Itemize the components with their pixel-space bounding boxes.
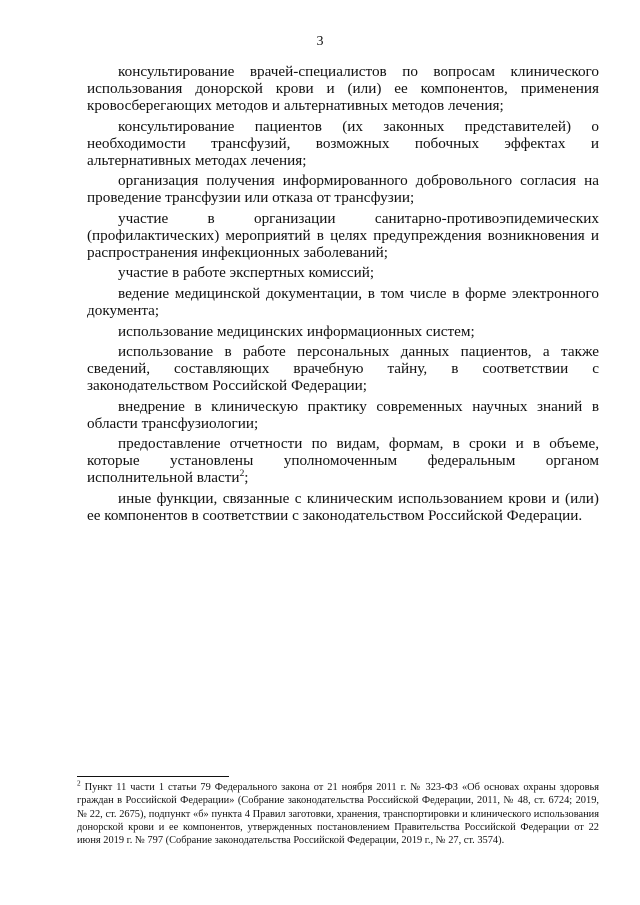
body-text (87, 63, 599, 528)
footnote (77, 781, 599, 847)
footnote-separator (77, 776, 229, 777)
paragraph-expert-commissions: участие в работе экспертных комиссий; (118, 264, 375, 282)
paragraph-information-systems: использование медицинских информационных систем; (118, 322, 475, 340)
paragraph-other-functions: иные функции, связанные с клиническим использованием крови и (или) ее компонентов в соответствии с законодательством Российской Федерации. (87, 489, 599, 524)
footnote-text (77, 779, 599, 847)
paragraph-consulting-patients: консультирование пациентов (их законных представителей) о необходимости трансфузий, возможных побочных эффектах и альтернативных методах лечения; (87, 117, 599, 169)
paragraph-clinical-practice: внедрение в клиническую практику современных научных знаний в области трансфузиологии; (87, 397, 599, 432)
footnote-body: Пункт 11 части 1 статьи 79 Федерального закона от 21 ноября 2011 г. № 323-ФЗ «Об основах охраны здоровья граждан в Российской Федерации» (Собрание законодательства Российской Федерации, 2011, № 48, ст. 6724; 2019, № 22, ст. 2675), подпункт «б» пункта 4 Правил заготовки, хранения, транспортировки и клинического использования донорской крови и ее компонентов, утвержденных постановлением Правительства Российской Федерации от 22 июня 2019 г. № 797 (Собрание законодательства Российской Федерации, 2019 г., № 27, ст. 3574). (77, 782, 599, 847)
paragraph-sanitary-measures: участие в организации санитарно-противоэпидемических (профилактических) мероприятий в целях предупреждения возникновения и распространения инфекционных заболеваний; (87, 209, 599, 261)
paragraph-personal-data: использование в работе персональных данных пациентов, а также сведений, составляющих врачебную тайну, в соответствии с законодательством Российской Федерации; (87, 343, 599, 395)
paragraph-reporting (87, 435, 599, 486)
paragraph-informed-consent: организация получения информированного добровольного согласия на проведение трансфузии или отказа от трансфузии; (87, 172, 599, 207)
paragraph-consulting-physicians: консультирование врачей-специалистов по вопросам клинического использования донорской крови и (или) ее компонентов, применения кровосберегающих методов и альтернативных методов лечения; (87, 63, 599, 114)
page-number: 3 (316, 34, 324, 49)
paragraph-medical-documentation: ведение медицинской документации, в том числе в форме электронного документа; (87, 284, 599, 319)
paragraph-reporting-semicolon: ; (244, 469, 249, 487)
footnote-reference: 2 (239, 469, 245, 480)
paragraph-reporting-text: предоставление отчетности по видам, формам, в сроки и в объеме, которые установлены уполномоченным федеральным органом исполнительной власти (87, 435, 599, 487)
footnote-marker: 2 (77, 779, 81, 788)
